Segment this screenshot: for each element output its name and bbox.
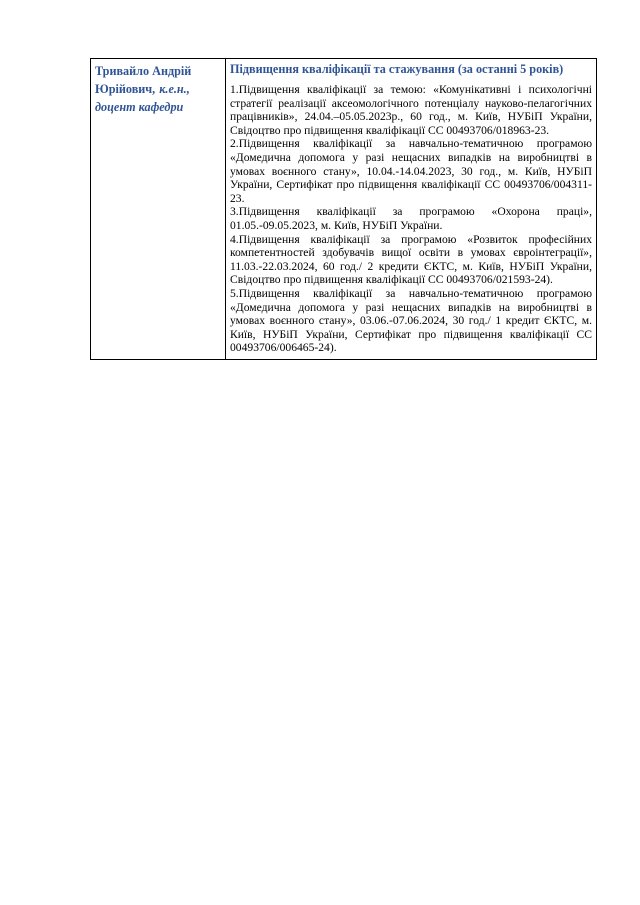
qualification-entry-1: 1.Підвищення кваліфікації за темою: «Комунікативні і психологічні стратегії реалізації аксеомологічного потенціалу науково-пелагогічних працівників», 24.04.–05.05.2023р., 60 год., м. Київ, НУБіП України, Свідоцтво про підвищення кваліфікації СС 00493706/018963-23. — [230, 83, 592, 137]
person-name: Тривайло Андрій Юрійович, — [95, 64, 192, 96]
person-cell — [91, 59, 226, 360]
qualification-cell — [226, 59, 597, 360]
section-title: Підвищення кваліфікації та стажування (за останні 5 років) — [230, 62, 564, 76]
qualification-entry-2: 2.Підвищення кваліфікації за навчально-тематичною програмою «Домедична допомога у разі нещасних випадків на виробництві в умовах воєнного стану», 10.04.-14.04.2023, 30 год., м. Київ, НУБіП України, Сертифікат про підвищення кваліфікації СС 00493706/004311-23. — [230, 137, 592, 205]
person-degree: к.е.н., — [159, 82, 190, 96]
qualification-entry-3: 3.Підвищення кваліфікації за програмою «Охорона праці», 01.05.-09.05.2023, м. Київ, НУБіП України. — [230, 205, 592, 232]
qualification-entry-4: 4.Підвищення кваліфікації за програмою «Розвиток професійних компетентностей здобувачів вищої освіти в умовах євроінтеграції», 11.03.-22.03.2024, 60 год./ 2 кредити ЄКТС, м. Київ, НУБіП України, Свідоцтво про підвищення кваліфікації СС 00493706/021593-24). — [230, 232, 592, 287]
qualification-table — [90, 58, 597, 360]
qualification-entry-5: 5.Підвищення кваліфікації за навчально-тематичною програмою «Домедична допомога у разі нещасних випадків на виробництві в умовах воєнного стану», 03.06.-07.06.2024, 30 год./ 1 кредит ЄКТС, м. Київ, НУБіП України, Сертифікат про підвищення кваліфікації СС 00493706/006465-24). — [230, 286, 592, 355]
person-position: доцент кафедри — [95, 100, 184, 114]
table-row — [91, 59, 597, 360]
